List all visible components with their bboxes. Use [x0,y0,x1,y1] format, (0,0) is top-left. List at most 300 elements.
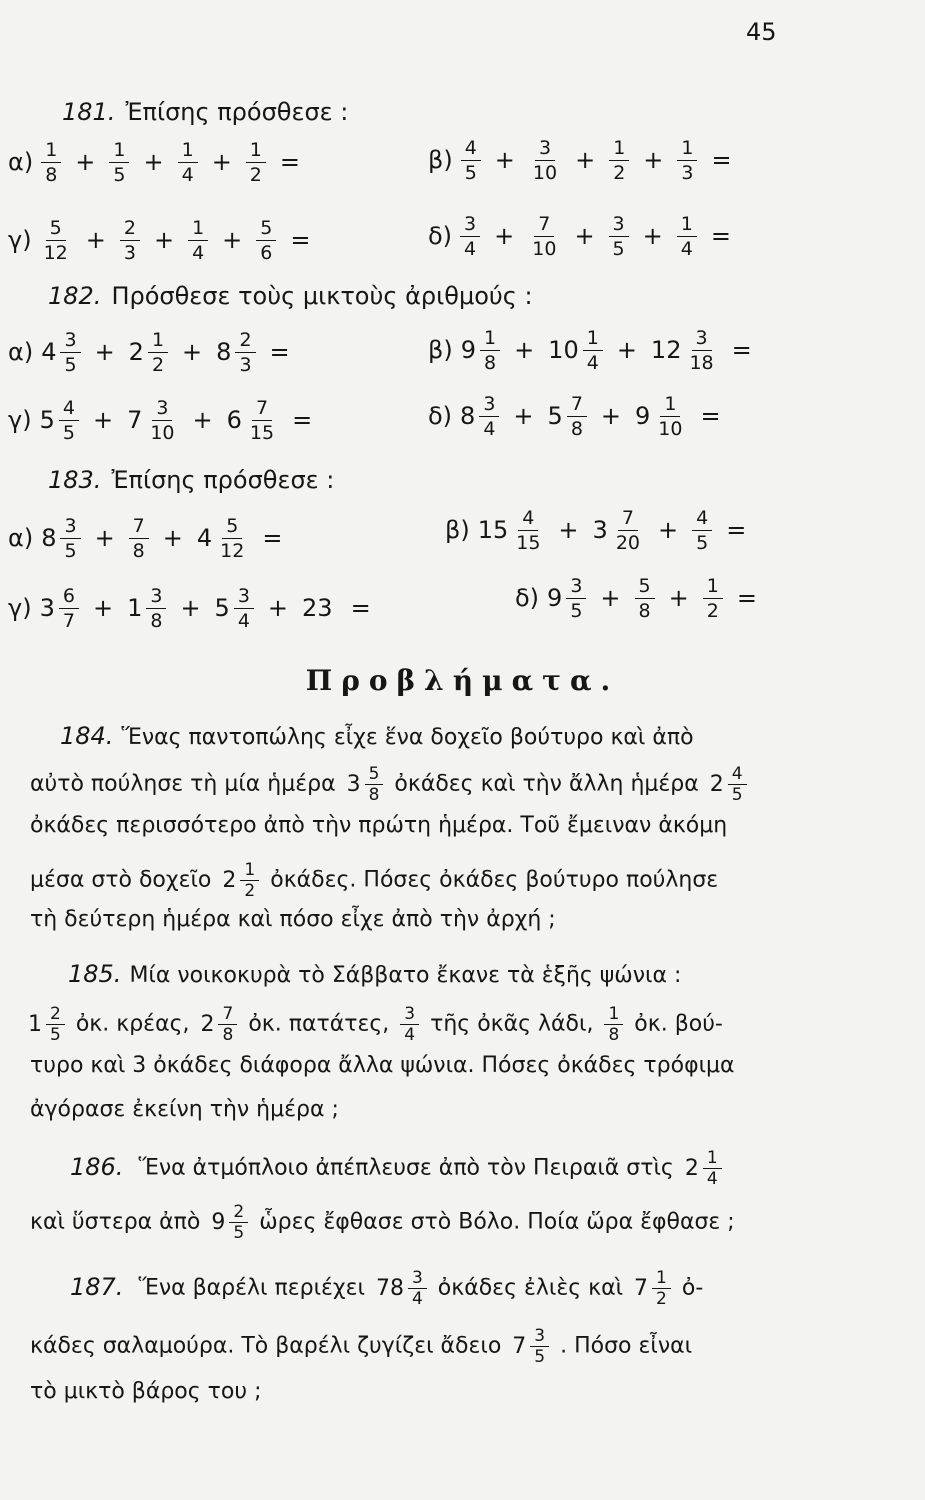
fraction [461,136,481,185]
denominator: 3 [239,353,252,376]
term [478,506,545,555]
denominator: 5 [464,161,477,184]
fraction [728,764,747,805]
problem-number: 187. [70,1272,124,1301]
denominator: 8 [45,163,58,186]
denominator: 10 [658,417,683,440]
exercise-181-row-2-left [8,208,324,272]
term [41,514,80,563]
problem-text: ὀ- [681,1275,704,1301]
term [41,138,61,187]
exercise-number: 181. [62,98,116,126]
whole-part: 12 [650,336,682,364]
plus-sign: + [658,516,679,544]
fraction [566,574,586,623]
plus-sign: + [222,226,243,254]
numerator: 3 [535,136,555,161]
term [246,138,266,187]
whole-part: 9 [635,402,651,430]
item-label: δ) [428,222,453,250]
term [703,574,723,623]
numerator: 1 [41,138,61,163]
fraction [635,574,655,623]
denominator: 2 [613,161,626,184]
exercise-number: 183. [48,466,102,494]
denominator: 12 [220,539,245,562]
whole-part: 9 [547,584,563,612]
numerator: 5 [365,764,384,785]
problem-187 [30,1254,880,1430]
problem-text: ἀγόρασε ἐκείνη τὴν ἡμέρα ; [30,1097,339,1122]
denominator: 18 [689,351,714,374]
mixed-number [28,1004,65,1045]
term [216,328,255,377]
expression [8,388,326,452]
fraction [365,764,384,805]
problem-number: 185. [68,960,122,988]
fraction [460,212,480,261]
fraction [216,514,248,563]
numerator: 4 [461,136,481,161]
plus-sign: + [513,402,534,430]
problem-text: ὀκάδες περισσότερο ἀπὸ τὴν πρώτη ἡμέρα. Τοῦ ἔμειναν ἀκόμη [30,813,728,838]
whole-part: 2 [128,338,144,366]
numerator: 3 [692,326,712,351]
numerator: 5 [222,514,242,539]
fraction [529,136,561,185]
expression [445,498,760,562]
denominator: 7 [62,609,75,632]
plus-sign: + [162,524,183,552]
fraction [178,138,198,187]
whole-part: 9 [460,336,476,364]
numerator: 3 [530,1326,549,1347]
problem-number: 186. [70,1152,124,1181]
plus-sign: + [616,336,637,364]
numerator: 3 [479,392,499,417]
problem-text: τῆς ὀκᾶς λάδι, [430,1011,594,1037]
exercise-183-row-1-right [445,498,760,562]
mixed-number [222,860,259,901]
term [256,216,276,265]
item-label: β) [428,336,453,364]
denominator: 12 [43,241,68,264]
numerator: 3 [400,1004,419,1025]
numerator: 3 [408,1268,427,1289]
plus-sign: + [642,222,663,250]
numerator: 5 [256,216,276,241]
denominator: 8 [483,351,497,374]
plus-sign: + [92,406,114,434]
numerator: 5 [46,216,66,241]
whole-part: 2 [200,1011,215,1037]
denominator: 4 [411,1289,423,1309]
numerator: 1 [178,138,198,163]
term [40,396,79,445]
fraction [120,216,140,265]
denominator: 4 [483,417,496,440]
fraction [609,136,629,185]
denominator: 5 [64,539,77,562]
plus-sign: + [267,594,289,622]
mixed-number [347,764,384,805]
numerator: 2 [229,1202,248,1223]
problem-text: Ἕνας παντοπώλης εἶχε ἕνα δοχεῖο βούτυρο καὶ ἀπὸ [121,725,694,750]
term [461,326,500,375]
fraction [235,328,255,377]
fraction [400,1004,419,1045]
term [40,584,79,633]
problem-text: ὧρες ἔφθασε στὸ Βόλο. Ποία ὥρα ἔφθασε ; [259,1209,735,1235]
whole-part: 10 [548,336,579,364]
exercise-182-row-1-right [428,318,766,382]
exercise-183-row-2-right [515,566,771,630]
problem-184 [30,712,880,942]
fraction [109,138,129,187]
equals-sign: = [290,226,311,254]
equals-sign: = [731,336,752,364]
equals-sign: = [350,594,371,622]
whole-part: 6 [226,406,242,434]
item-label: δ) [428,402,453,430]
whole-part: 7 [512,1333,527,1359]
denominator: 5 [612,237,625,260]
expression [428,318,766,382]
equals-sign: = [710,222,731,250]
problem-text: τὸ μικτὸ βάρος του ; [30,1379,262,1404]
fraction [408,1268,427,1309]
page-number: 45 [746,18,777,46]
term [215,584,254,633]
expression [8,320,304,384]
term [635,392,686,441]
fraction [583,326,603,375]
term [197,514,248,563]
expression [515,566,771,630]
equals-sign: = [736,584,757,612]
denominator: 2 [249,163,262,186]
problem-line [70,1148,726,1189]
fraction [41,138,61,187]
problem-text: . Πόσο εἶναι [560,1333,693,1359]
whole-part: 7 [127,406,143,434]
whole-part: 2 [684,1155,699,1181]
numerator: 5 [635,574,655,599]
fraction [479,392,499,441]
exercise-183-title [48,466,334,494]
plus-sign: + [668,584,689,612]
numerator: 3 [234,584,254,609]
equals-sign: = [269,338,290,366]
exercise-181-row-1-left [8,130,314,194]
denominator: 8 [570,417,583,440]
plus-sign: + [182,338,203,366]
problem-line [70,1268,703,1309]
fraction [46,1004,65,1045]
denominator: 4 [192,241,205,264]
term [609,136,629,185]
fraction [612,506,644,555]
denominator: 5 [233,1223,245,1243]
denominator: 4 [586,351,599,374]
equals-sign: = [711,146,732,174]
exercise-number: 182. [48,282,102,310]
problem-text: ὀκ. κρέας, [75,1011,190,1037]
denominator: 5 [534,1347,546,1367]
numerator: 1 [677,212,697,237]
denominator: 5 [570,599,583,622]
item-label: γ) [8,406,32,434]
term [40,216,72,265]
item-label: γ) [8,226,32,254]
fraction [60,328,80,377]
numerator: 2 [235,328,255,353]
numerator: 1 [652,1268,671,1289]
mixed-number [710,764,747,805]
problem-186 [30,1134,880,1250]
problem-text: ὀκάδες. Πόσες ὀκάδες βούτυρο πούλησε [270,867,719,893]
term [129,514,149,563]
numerator: 1 [604,1004,623,1025]
whole-part: 3 [39,594,55,622]
fraction [604,1004,623,1045]
item-label: α) [8,524,34,552]
plus-sign: + [85,226,106,254]
term [651,326,718,375]
plus-sign: + [192,406,213,434]
whole-part: 3 [346,771,361,797]
denominator: 8 [222,1025,234,1045]
numerator: 6 [59,584,79,609]
expression [8,208,324,272]
term [609,212,629,261]
fraction [240,860,259,901]
term [548,392,587,441]
fraction [60,514,80,563]
denominator: 10 [532,161,558,184]
numerator: 3 [609,212,629,237]
item-label: γ) [8,594,32,622]
term [41,328,80,377]
plus-sign: + [94,338,115,366]
plus-sign: + [574,222,595,250]
problem-number: 184. [60,722,114,750]
denominator: 15 [249,421,275,444]
numerator: 4 [518,506,538,531]
fraction [530,1326,549,1367]
plus-sign: + [575,146,596,174]
fraction [480,326,500,375]
fraction [246,396,278,445]
fraction [234,584,254,633]
whole-part: 2 [222,867,237,893]
numerator: 4 [692,506,712,531]
problem-line [30,860,718,901]
denominator: 5 [62,421,75,444]
mixed-number [376,1268,427,1309]
fraction [146,396,178,445]
denominator: 4 [706,1169,718,1189]
item-label: α) [8,148,34,176]
denominator: 8 [150,609,163,632]
numerator: 7 [252,396,272,421]
numerator: 3 [566,574,586,599]
fraction [604,1004,623,1045]
whole-part: 5 [547,402,563,430]
numerator: 3 [60,328,80,353]
expression [428,384,735,448]
problem-text: μέσα στὸ δοχεῖο [30,867,212,893]
whole-part: 15 [477,516,509,544]
problem-text: αὐτὸ πούλησε τὴ μία ἡμέρα [30,771,336,797]
denominator: 5 [731,785,743,805]
problem-text: Ἕνα βαρέλι περιέχει [138,1275,365,1301]
numerator: 1 [677,136,697,161]
term [677,136,697,185]
mixed-number [512,1326,549,1367]
numerator: 2 [46,1004,65,1025]
item-label: α) [8,338,34,366]
expression [8,506,296,570]
whole-part: 7 [634,1275,649,1301]
exercise-183-row-1-left [8,506,296,570]
numerator: 3 [146,584,166,609]
equals-sign: = [726,516,747,544]
plus-sign: + [211,148,232,176]
fraction [246,138,266,187]
expression [428,128,746,192]
numerator: 1 [583,326,603,351]
term [593,506,644,555]
term [677,212,697,261]
fraction [400,1004,419,1045]
mixed-number [200,1004,237,1045]
term [635,574,655,623]
numerator: 1 [480,326,500,351]
problem-text: ὀκάδες καὶ τὴν ἄλλη ἡμέρα [394,771,699,797]
denominator: 8 [638,599,651,622]
fraction [567,392,587,441]
denominator: 3 [123,241,136,264]
denominator: 20 [615,531,640,554]
plus-sign: + [494,222,515,250]
fraction [703,574,723,623]
fraction [129,514,149,563]
denominator: 2 [151,353,165,376]
term [109,138,129,187]
problem-text: τυρο καὶ 3 ὀκάδες διάφορα ἄλλα ψώνια. Πόσες ὀκάδες τρόφιμα [30,1053,735,1078]
whole-part: 2 [709,771,724,797]
term [302,594,337,622]
whole-part: 23 [302,594,333,622]
term [227,396,278,445]
expression [428,204,745,268]
whole-part: 8 [460,402,476,430]
term [547,574,586,623]
exercise-182-row-2-right [428,384,735,448]
fraction [677,212,697,261]
equals-sign: = [700,402,721,430]
denominator: 2 [706,599,719,622]
whole-part: 1 [127,594,143,622]
exercise-182-row-2-left [8,388,326,452]
plus-sign: + [643,146,664,174]
fraction [703,1148,722,1189]
problem-text: Ἕνα ἀτμόπλοιο ἀπέπλευσε ἀπὸ τὸν Πειραιᾶ στὶς [138,1155,674,1181]
denominator: 5 [113,163,126,186]
problem-text: ὀκ. βού- [634,1011,723,1037]
plus-sign: + [558,516,579,544]
term [460,392,499,441]
fraction [512,506,544,555]
denominator: 5 [50,1025,61,1045]
fraction [59,584,79,633]
mixed-number [685,1148,722,1189]
denominator: 6 [260,241,273,264]
problem-text: ὀκάδες ἐλιὲς καὶ [437,1275,624,1301]
problem-185 [30,952,880,1132]
whole-part: 1 [28,1011,42,1037]
numerator: 1 [188,216,208,241]
problem-text: καὶ ὕστερα ἀπὸ [30,1209,201,1235]
denominator: 10 [150,421,175,444]
numerator: 7 [567,392,587,417]
term [528,212,560,261]
term [692,506,712,555]
fraction [256,216,276,265]
denominator: 8 [368,785,380,805]
whole-part: 4 [41,338,57,366]
problem-text: Μία νοικοκυρὰ τὸ Σάββατο ἔκανε τὰ ἑξῆς ψώνια : [129,963,682,988]
whole-part: 78 [375,1275,404,1301]
numerator: 1 [240,860,259,881]
numerator: 4 [728,764,747,785]
denominator: 4 [680,237,693,260]
exercise-181-title [62,98,348,126]
term [529,136,561,185]
denominator: 2 [244,881,256,901]
problem-line [30,1202,735,1243]
problem-line [30,764,751,805]
exercise-instruction: Ἐπίσης πρόσθεσε : [111,466,335,494]
plus-sign: + [600,584,621,612]
numerator: 7 [534,212,554,237]
numerator: 1 [246,138,266,163]
fraction [59,396,79,445]
fraction [148,328,168,377]
fraction [652,1268,671,1309]
denominator: 5 [64,353,77,376]
denominator: 5 [696,531,709,554]
problem-line [24,1004,723,1045]
problem-text: ὀκ. πατάτες, [248,1011,390,1037]
denominator: 4 [464,237,477,260]
fraction [685,326,717,375]
expression [8,576,385,640]
fraction [692,506,712,555]
fraction [677,136,697,185]
plus-sign: + [494,146,515,174]
plus-sign: + [153,226,175,254]
item-label: β) [445,516,470,544]
numerator: 3 [60,514,80,539]
term [120,216,140,265]
fraction [528,212,560,261]
term [129,328,168,377]
problems-heading: Προβλήματα. [305,664,620,697]
whole-part: 5 [214,594,230,622]
mixed-number [211,1202,248,1243]
